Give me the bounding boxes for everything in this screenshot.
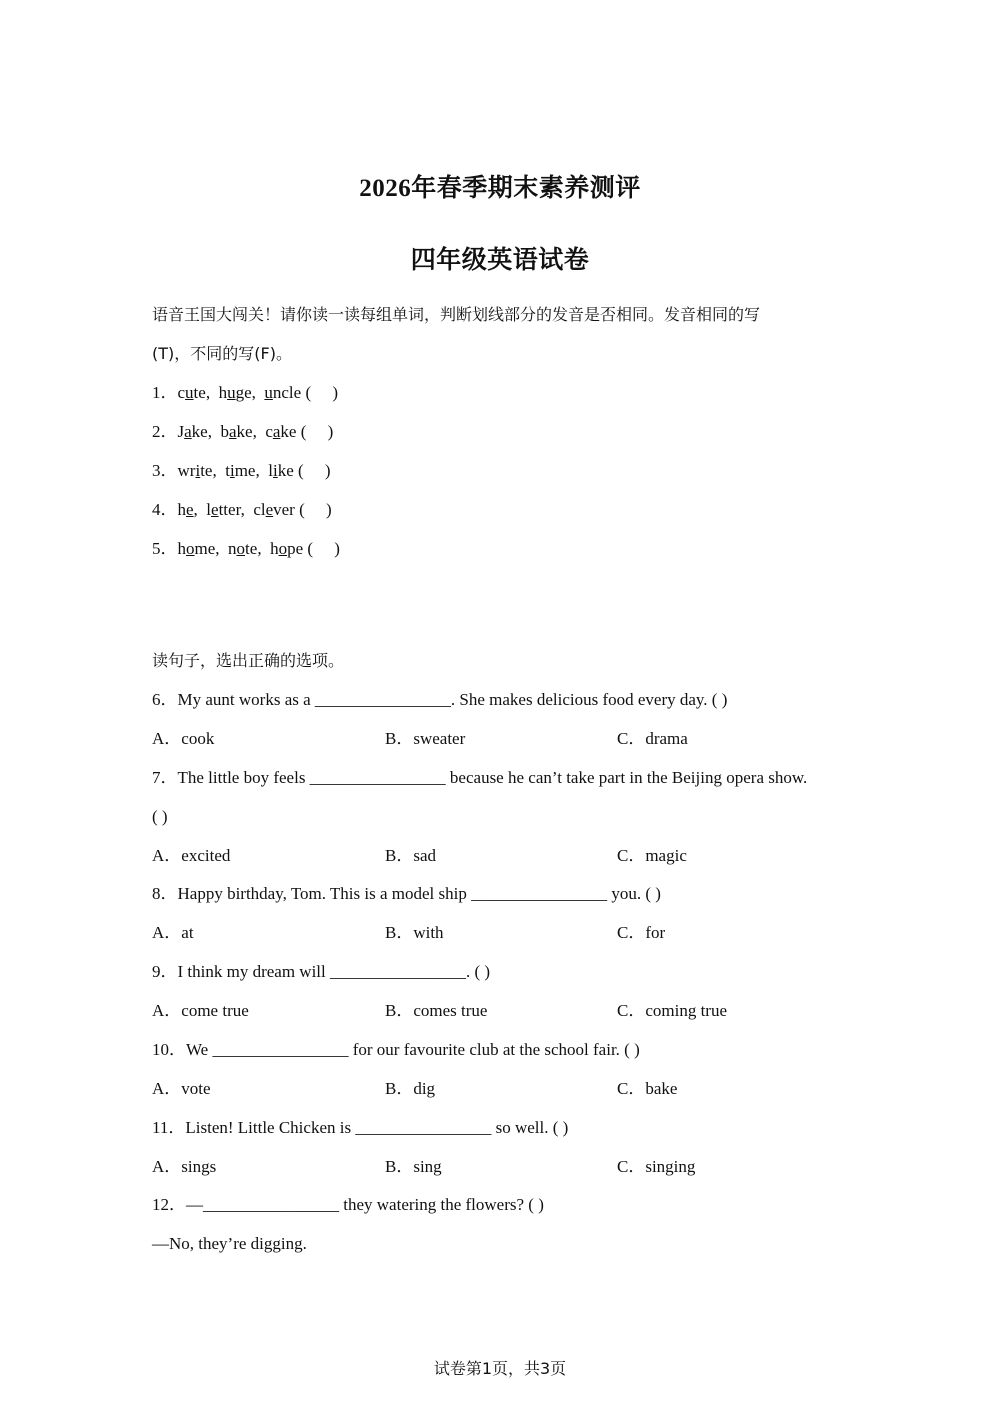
- section1-instruction-line2: (T)，不同的写(F)。: [152, 344, 292, 363]
- phonics-word: like: [268, 461, 294, 480]
- phonics-question: 1．cute, huge, uncle ( ): [152, 383, 339, 402]
- exam-subtitle: 四年级英语试卷: [410, 247, 590, 274]
- section1-instruction-line1: 语音王国大闯关！请你读一读每组单词，判断划线部分的发音是否相同。发音相同的写: [152, 305, 761, 324]
- question-9: 9．I think my dream will ________________. ( ): [152, 962, 491, 981]
- question-12: 12．—________________ they watering the flowers? ( ): [152, 1195, 544, 1214]
- phonics-word: cute: [177, 383, 206, 402]
- phonics-word: letter: [206, 500, 241, 519]
- q8-option-b: B．with: [385, 923, 444, 942]
- page-footer: 试卷第1页，共3页: [433, 1359, 567, 1378]
- underlined-letter: u: [185, 383, 194, 402]
- phonics-word: note: [228, 539, 258, 558]
- underlined-letter: u: [227, 383, 236, 402]
- q7-option-a: A．excited: [152, 846, 231, 865]
- q6-option-b: B．sweater: [385, 729, 466, 748]
- question-number: 3．: [152, 461, 178, 480]
- underlined-letter: e: [265, 500, 274, 519]
- phonics-word: cake: [265, 422, 297, 441]
- phonics-word: clever: [253, 500, 295, 519]
- q9-option-c: C．coming true: [617, 1001, 728, 1020]
- underlined-letter: i: [272, 461, 278, 480]
- q7-option-c: C．magic: [617, 846, 687, 865]
- underlined-letter: a: [228, 422, 237, 441]
- q8-option-c: C．for: [617, 923, 666, 942]
- section2-instruction: 读句子，选出正确的选项。: [152, 651, 345, 670]
- answer-blank: ( ): [307, 539, 340, 558]
- underlined-letter: o: [186, 539, 195, 558]
- phonics-word: huge: [218, 383, 252, 402]
- answer-blank: ( ): [297, 461, 331, 480]
- question-8: 8．Happy birthday, Tom. This is a model ship ________________ you. ( ): [152, 884, 661, 903]
- question-7-answer-blank: ( ): [152, 807, 168, 826]
- question-6: 6．My aunt works as a ________________. She makes delicious food every day. ( ): [152, 690, 728, 709]
- phonics-word: time: [225, 461, 256, 480]
- phonics-word: hope: [270, 539, 304, 558]
- q6-option-a: A．cook: [152, 729, 215, 748]
- question-number: 5．: [152, 539, 178, 558]
- q10-option-b: B．dig: [385, 1079, 436, 1098]
- q11-option-c: C．singing: [617, 1157, 696, 1176]
- phonics-question: 3．write, time, like ( ): [152, 461, 331, 480]
- phonics-question: 4．he, letter, clever ( ): [152, 500, 332, 519]
- phonics-word: he: [177, 500, 194, 519]
- underlined-letter: o: [236, 539, 246, 558]
- phonics-question: 2．Jake, bake, cake ( ): [152, 422, 334, 441]
- q6-option-c: C．drama: [617, 729, 688, 748]
- underlined-letter: e: [211, 500, 219, 519]
- exam-title: 2026年春季期末素养测评: [359, 175, 641, 202]
- q11-option-a: A．sings: [152, 1157, 217, 1176]
- question-10: 10．We ________________ for our favourite club at the school fair. ( ): [152, 1040, 640, 1059]
- phonics-word: uncle: [264, 383, 302, 402]
- answer-blank: ( ): [305, 383, 339, 402]
- answer-blank: ( ): [299, 500, 332, 519]
- phonics-word: write: [177, 461, 213, 480]
- q10-option-a: A．vote: [152, 1079, 211, 1098]
- q11-option-b: B．sing: [385, 1157, 442, 1176]
- underlined-letter: e: [186, 500, 194, 519]
- phonics-word: Jake: [177, 422, 208, 441]
- q9-option-b: B．comes true: [385, 1001, 488, 1020]
- question-number: 2．: [152, 422, 178, 441]
- question-11: 11．Listen! Little Chicken is ________________ so well. ( ): [152, 1118, 569, 1137]
- question-number: 1．: [152, 383, 178, 402]
- underlined-letter: a: [272, 422, 281, 441]
- underlined-letter: i: [229, 461, 235, 480]
- question-12-response: —No, they’re digging.: [152, 1234, 307, 1253]
- underlined-letter: u: [264, 383, 273, 402]
- answer-blank: ( ): [300, 422, 334, 441]
- underlined-letter: i: [195, 461, 201, 480]
- underlined-letter: a: [184, 422, 192, 441]
- question-number: 4．: [152, 500, 178, 519]
- q8-option-a: A．at: [152, 923, 194, 942]
- phonics-word: home: [177, 539, 216, 558]
- phonics-word: bake: [220, 422, 253, 441]
- q10-option-c: C．bake: [617, 1079, 678, 1098]
- question-7: 7．The little boy feels ________________ because he can’t take part in the Beijing opera show.: [152, 768, 808, 787]
- q9-option-a: A．come true: [152, 1001, 249, 1020]
- underlined-letter: o: [278, 539, 288, 558]
- q7-option-b: B．sad: [385, 846, 436, 865]
- phonics-question: 5．home, note, hope ( ): [152, 539, 340, 558]
